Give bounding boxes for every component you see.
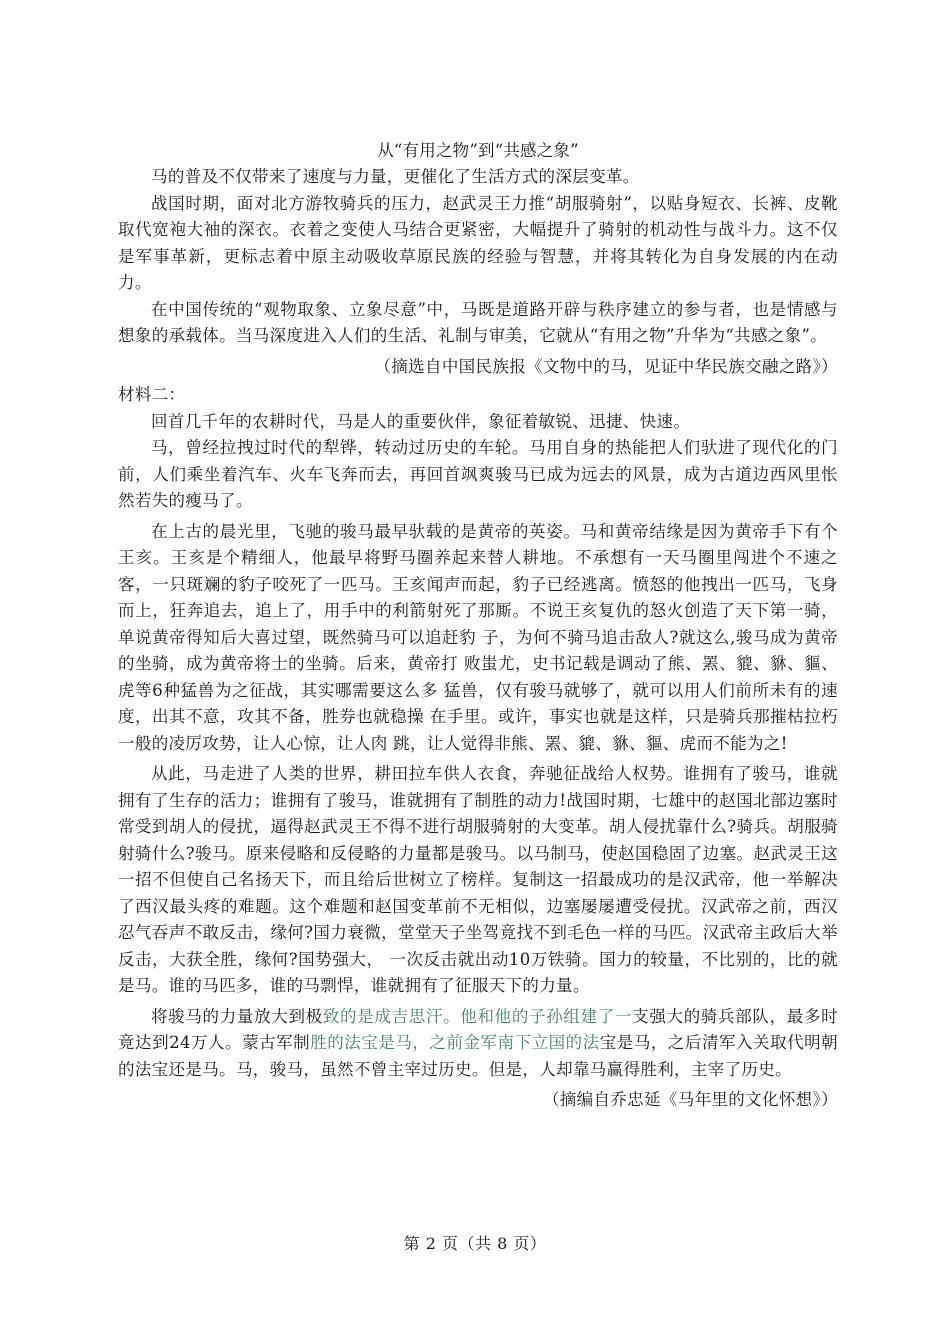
highlighted-text: 致的是成吉思汗。他和他的子孙组建了一 (322, 1006, 633, 1026)
paragraph: 马的普及不仅带来了速度与力量，更催化了生活方式的深层变革。 (151, 167, 640, 186)
highlighted-text: 胜的法宝是马，之前金军南下立国的法 (310, 1033, 600, 1052)
document-page (118, 138, 838, 1116)
paragraph-final (118, 1004, 838, 1084)
material-label: 材料二： (118, 385, 186, 404)
text-run: 将骏马的力量放大到极 (151, 1006, 323, 1026)
paragraph: 从此，马走进了人类的世界，耕田拉车供人衣食，奔驰征战给人权势。谁拥有了骏马，谁就拥有了生存的活力；谁拥有了骏马，谁就拥有了制胜的动力!战国时期，七雄中的赵国北部边塞时常受到胡人的侵扰，逼得赵武灵王不得不进行胡服骑射的大变革。胡人侵扰靠什么?骑兵。胡服骑射骑什么?骏马。原来侵略和反侵略的力量都是骏马。以马制马，使赵国稳固了边塞。赵武灵王这一招不但使自己名扬天下，而且给后世树立了榜样。复制这一招最成功的是汉武帝，他一举解决了西汉最头疼的难题。这个难题和赵国变革前不无相似，边塞屡屡遭受侵扰。汉武帝之前，西汉忍气吞声不敢反击，缘何?国力衰微，堂堂天子坐驾竟找不到毛色一样的马匹。汉武帝主政后大举反击，大获全胜，缘何?国势强大， 一次反击就出动10万铁骑。国力的较量，不比别的，比的就是马。谁的马匹多，谁的马剽悍，谁就拥有了征服天下的力量。 (118, 764, 838, 995)
paragraph: 在中国传统的“观物取象、立象尽意”中，马既是道路开辟与秩序建立的参与者，也是情感与想象的承载体。当马深度进入人们的生活、礼制与审美，它就从“有用之物”升华为“共感之象”。 (118, 299, 838, 345)
text-run: 宝是马，之后清军入关取代明朝的法宝还是马。马，骏马，虽然不曾主宰过历史。但是，人却靠马赢得胜利，主宰了历史。 (118, 1033, 839, 1079)
paragraph: 战国时期，面对北方游牧骑兵的压力，赵武灵王力推“胡服骑射”，以贴身短衣、长裤、皮靴取代宽袍大袖的深衣。衣着之变使人马结合更紧密，大幅提升了骑射的机动性与战斗力。这不仅是军事革新，更标志着中原主动吸收草原民族的经验与智慧，并将其转化为自身发展的内在动力。 (118, 193, 838, 292)
section-title: 从“有用之物”到“共感之象” (377, 141, 579, 160)
source-citation: （摘编自乔忠延《马年里的文化怀想》） (542, 1090, 838, 1109)
paragraph: 在上古的晨光里，飞驰的骏马最早驮载的是黄帝的英姿。马和黄帝结缘是因为黄帝手下有个王亥。王亥是个精细人，他最早将野马圈养起来替人耕地。不承想有一天马圈里闯进个不速之客，一只斑斓的豹子咬死了一匹马。王亥闻声而起，豹子已经逃离。愤怒的他拽出一匹马，飞身而上，狂奔追去，追上了，用手中的利箭射死了那厮。不说王亥复仇的怒火创造了天下第一骑， 单说黄帝得知后大喜过望，既然骑马可以追赶豹 子，为何不骑马追击敌人?就这么,骏马成为黄帝的坐骑，成为黄帝将士的坐骑。后来，黄帝打 败蚩尤，史书记载是调动了熊、罴、貔、貅、貙、虎等6种猛兽为之征战，其实哪需要这么多 猛兽，仅有骏马就够了，就可以用人们前所未有的速度，出其不意，攻其不备，胜券也就稳操 在手里。或许，事实也就是这样，只是骑兵那摧枯拉朽一般的凌厉攻势，让人心惊，让人肉 跳，让人觉得非熊、罴、貔、貅、貙、虎而不能为之! (118, 521, 838, 753)
paragraph: 回首几千年的农耕时代，马是人的重要伙伴，象征着敏锐、迅捷、快速。 (151, 411, 691, 431)
paragraph: 马，曾经拉拽过时代的犁铧，转动过历史的车轮。马用自身的热能把人们驮进了现代化的门前，人们乘坐着汽车、火车飞奔而去，再回首飒爽骏马已成为远去的风景，成为古道边西风里怅然若失的瘦马了。 (118, 438, 838, 510)
text-run: 支强大的骑兵部队，最多时竟达到24万人。蒙古军制 (118, 1006, 839, 1052)
page-footer: 第 2 页（共 8 页） (403, 1234, 547, 1253)
source-citation: （摘选自中国民族报《文物中的马，见证中华民族交融之路》） (374, 356, 838, 376)
